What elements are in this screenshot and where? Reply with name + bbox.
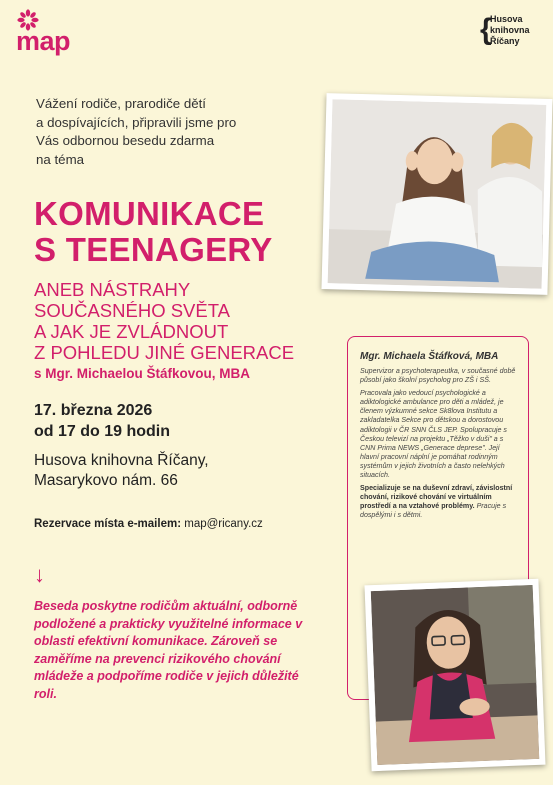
subtitle-line: ANEB NÁSTRAHY	[34, 279, 191, 300]
event-venue	[34, 451, 314, 491]
bio-name: Mgr. Michaela Štáfková, MBA	[360, 351, 499, 362]
event-time: od 17 do 19 hodin	[34, 423, 171, 440]
venue-line: Masarykovo nám. 66	[34, 472, 178, 489]
bio-bold: Specializuje se na duševní zdraví, závislostní chování, rizikové chování ve virtuálním prostředí a na vztahové problémy.	[360, 484, 513, 511]
bio-rest: Pracuje s dospělými i s dětmi.	[360, 502, 507, 520]
library-line-2: knihovna	[490, 25, 530, 35]
intro-line: na téma	[36, 151, 85, 167]
map-logo-text: map	[16, 26, 71, 56]
speaker-portrait-photo	[364, 579, 545, 772]
bio-paragraph	[360, 484, 520, 520]
reservation-email-link[interactable]: map@ricany.cz	[184, 518, 263, 530]
title-line: KOMUNIKACE	[34, 195, 265, 232]
library-line-1: Husova	[490, 14, 523, 24]
subtitle-line: SOUČASNÉHO SVĚTA	[34, 300, 231, 321]
bio-text	[360, 367, 520, 525]
venue-line: Husova knihovna Říčany,	[34, 452, 209, 469]
subtitle	[34, 279, 334, 363]
teen-and-mother-photo	[321, 93, 552, 295]
page-title	[34, 196, 324, 268]
reservation-label: Rezervace místa e-mailem:	[34, 518, 182, 530]
subtitle-line: A JAK JE ZVLÁDNOUT	[34, 321, 229, 342]
speaker-line: s Mgr. Michaelou Štáfkovou, MBA	[34, 366, 251, 381]
bio-paragraph: Supervizor a psychoterapeutka, v současné době působí jako školní psycholog pro ZŠ i SŠ.	[360, 367, 516, 385]
library-line-3: Říčany	[490, 36, 520, 46]
subtitle-line: Z POHLEDU JINÉ GENERACE	[34, 342, 295, 363]
intro-line: Vás odbornou besedu zdarma	[36, 133, 215, 148]
intro-line: a dospívajících, připravili jsme pro	[36, 114, 237, 130]
library-logo	[490, 14, 530, 47]
library-logo-bracket-icon: {	[480, 13, 492, 46]
intro-line: Vážení rodiče, prarodiče dětí	[36, 96, 207, 111]
teen-photo-illustration	[328, 99, 547, 289]
arrow-down-icon: ↓	[34, 562, 45, 587]
title-line: S TEENAGERY	[34, 231, 273, 268]
event-date: 17. března 2026	[34, 402, 153, 419]
reservation-line	[34, 518, 263, 530]
bio-paragraph: Pracovala jako vedoucí psychologické a adiktologické ambulance pro děti a mládež, je členem výzkumné sekce Sk8lova Institutu a zakladatelka Sekce pro dětskou a dorostovou adiktologii v ČR SNN ČLS JEP. Spolupracuje s Českou televizí na projektu „Těžko v duši" a s CNN Prima NEWS „Generace deprese". Její hlavní pracovní náplní je pomáhat rodinným systémům v jejich životních a často nelehkých situacích.	[360, 389, 507, 480]
intro-text	[36, 95, 306, 169]
speaker-photo-illustration	[371, 585, 540, 765]
event-description: Beseda poskytne rodičům aktuální, odborně podložené a prakticky využitelné informace v oblasti efektivní komunikace. Zároveň se zaměříme na prevenci rizikového chování mládeže a podpoříme rodiče v jejich důležité roli.	[34, 599, 303, 701]
